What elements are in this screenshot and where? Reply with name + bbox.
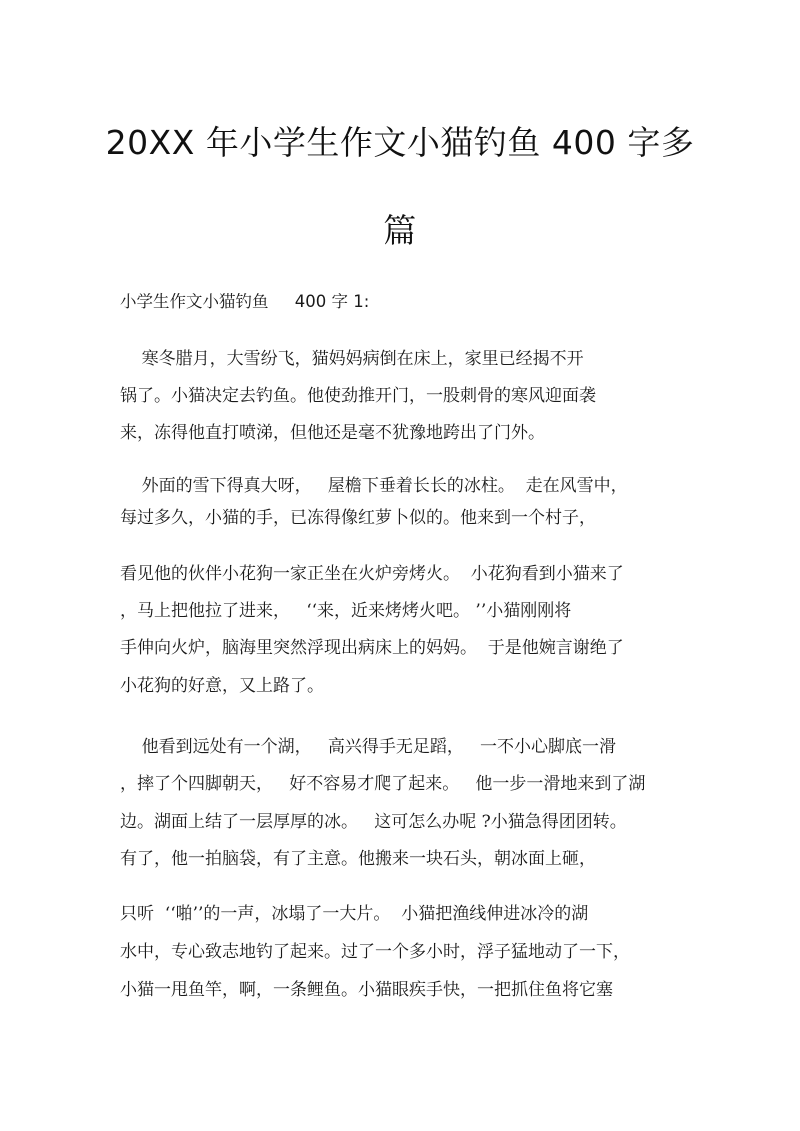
paragraph-3-line-4: 小花狗的好意，又上路了。 [120,676,324,696]
paragraph-3-line-2: ，马上把他拉了进来， ‘‘来，近来烤烤火吧。 ’’小猫刚刚将 [120,601,572,621]
paragraph-5-line-1: 只听 ‘‘啪’’的一声，冰塌了一大片。 小猫把渔线伸进冰冷的湖 [120,904,589,924]
paragraph-5-line-2: 水中，专心致志地钓了起来。过了一个多小时，浮子猛地动了一下， [120,942,630,962]
paragraph-4-line-4: 有了，他一拍脑袋，有了主意。他搬来一块石头，朝冰面上砸， [120,849,596,869]
paragraph-3-line-1: 看见他的伙伴小花狗一家正坐在火炉旁烤火。 小花狗看到小猫来了 [120,564,624,584]
paragraph-5-line-3: 小猫一甩鱼竿，啊，一条鲤鱼。小猫眼疾手快，一把抓住鱼将它塞 [120,980,613,1000]
document-title-line-1: 20XX 年小学生作文小猫钓鱼 400 字多 [105,123,695,162]
paragraph-1-line-1: 寒冬腊月，大雪纷飞，猫妈妈病倒在床上，家里已经揭不开 [120,349,584,369]
paragraph-1-line-2: 锅了。小猫决定去钓鱼。他使劲推开门，一股刺骨的寒风迎面袭 [120,386,596,406]
document-title-line-2: 篇 [383,211,417,250]
paragraph-2-line-1: 外面的雪下得真大呀， 屋檐下垂着长长的冰柱。 走在风雪中， [120,476,628,496]
paragraph-1-line-3: 来，冻得他直打喷涕，但他还是毫不犹豫地跨出了门外。 [120,423,545,443]
paragraph-4-line-1: 他看到远处有一个湖， 高兴得手无足蹈， 一不小心脚底一滑 [120,737,617,757]
paragraph-2-line-2: 每过多久，小猫的手，已冻得像红萝卜似的。他来到一个村子， [120,508,596,528]
paragraph-4-line-2: ，摔了个四脚朝天， 好不容易才爬了起来。 他一步一滑地来到了湖 [120,774,646,794]
section-subtitle: 小学生作文小猫钓鱼 400 字 1: [120,292,370,311]
paragraph-4-line-3: 边。湖面上结了一层厚厚的冰。 这可怎么办呢 ?小猫急得团团转。 [120,812,627,832]
paragraph-3-line-3: 手伸向火炉，脑海里突然浮现出病床上的妈妈。 于是他婉言谢绝了 [120,638,624,658]
